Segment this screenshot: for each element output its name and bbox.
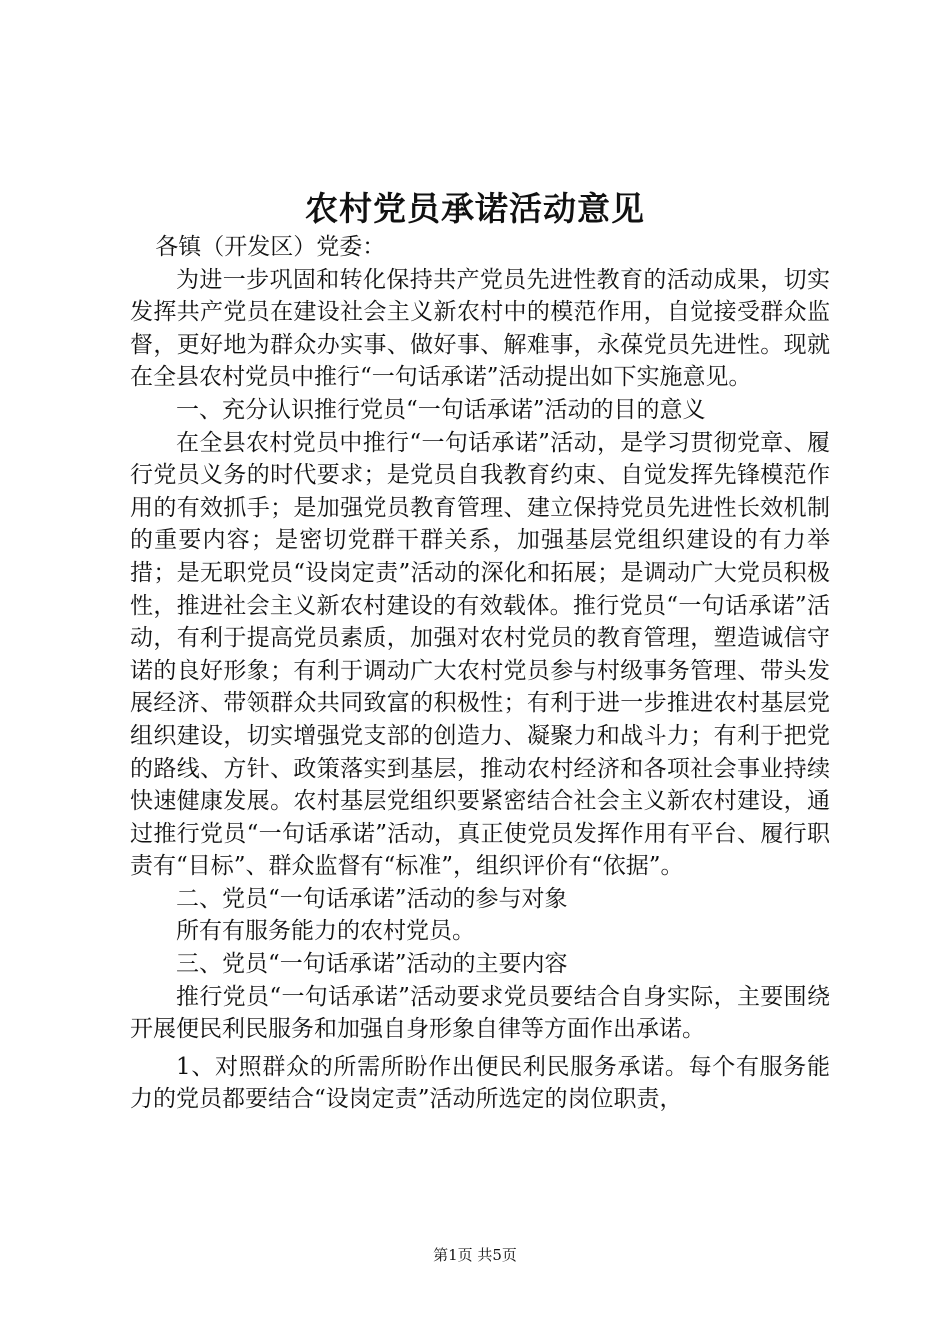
section-heading-1: 一、充分认识推行党员“一句话承诺”活动的目的意义 (176, 396, 706, 423)
page-footer: 第1页 共5页 (433, 1246, 517, 1264)
paragraph-main-content: 推行党员“一句话承诺”活动要求党员要结合自身实际，主要围绕开展便民利民服务和加强自身形象自律等方面作出承诺。 (130, 983, 830, 1043)
document-body (130, 231, 830, 1116)
paragraph-significance: 在全县农村党员中推行“一句话承诺”活动，是学习贯彻党章、履行党员义务的时代要求；是党员自我教育约束、自觉发挥先锋模范作用的有效抓手；是加强党员教育管理、建立保持党员先进性长效机制的重要内容；是密切党群干群关系，加强基层党组织建设的有力举措；是无职党员“设岗定责”活动的深化和拓展；是调动广大党员积极性，推进社会主义新农村建设的有效载体。推行党员“一句话承诺”活动，有利于提高党员素质，加强对农村党员的教育管理，塑造诚信守诺的良好形象；有利于调动广大农村党员参与村级事务管理、带头发展经济、带领群众共同致富的积极性；有利于进一步推进农村基层党组织建设，切实增强党支部的创造力、凝聚力和战斗力；有利于把党的路线、方针、政策落实到基层，推动农村经济和各项社会事业持续快速健康发展。农村基层党组织要紧密结合社会主义新农村建设，通过推行党员“一句话承诺”活动，真正使党员发挥作用有平台、履行职责有“目标”、群众监督有“标准”，组织评价有“依据”。 (130, 429, 830, 880)
paragraph-participants: 所有有服务能力的农村党员。 (176, 918, 475, 945)
paragraph-intro: 为进一步巩固和转化保持共产党员先进性教育的活动成果，切实发挥共产党员在建设社会主义新农村中的模范作用，自觉接受群众监督，更好地为群众办实事、做好事、解难事，永葆党员先进性。现就在全县农村党员中推行“一句话承诺”活动提出如下实施意见。 (130, 266, 830, 391)
section-heading-3: 三、党员“一句话承诺”活动的主要内容 (176, 951, 568, 978)
section-heading-2: 二、党员“一句话承诺”活动的参与对象 (176, 885, 568, 912)
paragraph-item-1: 1、对照群众的所需所盼作出便民利民服务承诺。每个有服务能力的党员都要结合“设岗定责”活动所选定的岗位职责， (130, 1053, 830, 1113)
salutation: 各镇（开发区）党委： (155, 234, 386, 260)
document-title: 农村党员承诺活动意见 (305, 189, 645, 228)
